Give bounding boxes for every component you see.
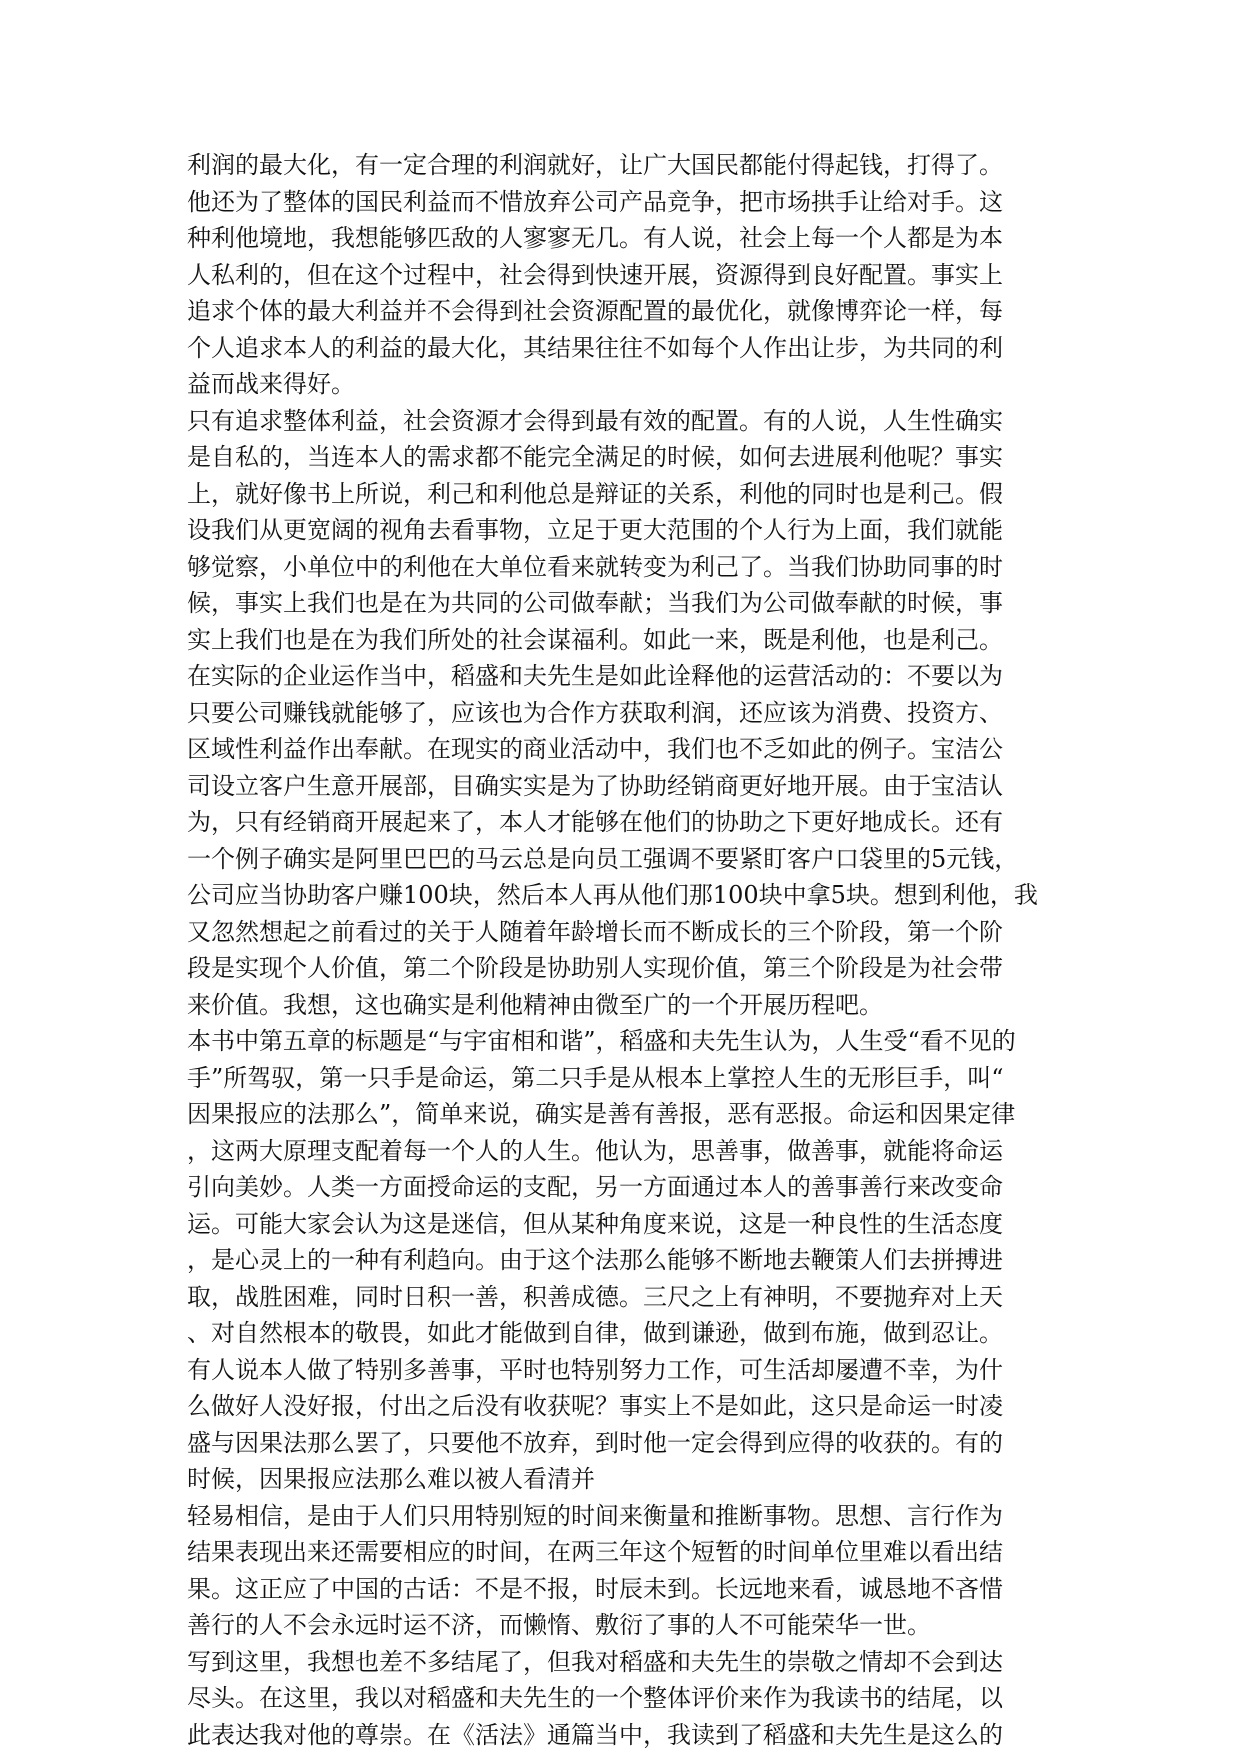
text-line: 因果报应的法那么”，简单来说，确实是善有善报，恶有恶报。命运和因果定律 (187, 1100, 1016, 1128)
text-line: 又忽然想起之前看过的关于人随着年龄增长而不断成长的三个阶段，第一个阶 (187, 917, 1003, 946)
text-line: 设我们从更宽阔的视角去看事物，立足于更大范围的个人行为上面，我们就能 (187, 516, 1003, 544)
text-line: 上，就好像书上所说，利己和利他总是辩证的关系，利他的同时也是利己。假 (187, 479, 1003, 508)
text-line: 时候，因果报应法那么难以被人看清并 (187, 1465, 595, 1493)
text-line: 尽头。在这里，我以对稻盛和夫先生的一个整体评价来作为我读书的结尾，以 (187, 1684, 1003, 1712)
text-line: 为，只有经销商开展起来了，本人才能够在他们的协助之下更好地成长。还有 (187, 808, 1003, 836)
text-line: 只要公司赚钱就能够了，应该也为合作方获取利润，还应该为消费、投资方、 (187, 698, 1003, 727)
text-line: ，这两大原理支配着每一个人的人生。他认为，思善事，做善事，就能将命运 (187, 1136, 1003, 1165)
text-line: 个人追求本人的利益的最大化，其结果往往不如每个人作出让步，为共同的利 (187, 333, 1003, 362)
text-line: 结果表现出来还需要相应的时间，在两三年这个短暂的时间单位里难以看出结 (187, 1538, 1003, 1566)
text-line: 够觉察，小单位中的利他在大单位看来就转变为利己了。当我们协助同事的时 (187, 552, 1003, 581)
text-line: 司设立客户生意开展部，目确实实是为了协助经销商更好地开展。由于宝洁认 (187, 771, 1003, 800)
text-line: 盛与因果法那么罢了，只要他不放弃，到时他一定会得到应得的收获的。有的 (187, 1428, 1003, 1457)
text-line: 在实际的企业运作当中，稻盛和夫先生是如此诠释他的运营活动的：不要以为 (187, 662, 1003, 690)
text-line: 此表达我对他的尊崇。在《活法》通篇当中，我读到了稻盛和夫先生是这么的 (187, 1720, 1003, 1749)
text-line: ，是心灵上的一种有利趋向。由于这个法那么能够不断地去鞭策人们去拼搏进 (187, 1246, 1003, 1274)
text-line: 区域性利益作出奉献。在现实的商业活动中，我们也不乏如此的例子。宝洁公 (187, 735, 1003, 763)
text-line: 写到这里，我想也差不多结尾了，但我对稻盛和夫先生的崇敬之情却不会到达 (187, 1647, 1003, 1676)
text-line: 本书中第五章的标题是“与宇宙相和谐”，稻盛和夫先生认为，人生受“看不见的 (187, 1027, 1016, 1055)
text-line: 果。这正应了中国的古话：不是不报，时辰未到。长远地来看，诚恳地不吝惜 (187, 1574, 1003, 1603)
text-line: 益而战来得好。 (187, 370, 355, 398)
text-line: 有人说本人做了特别多善事，平时也特别努力工作，可生活却屡遭不幸，为什 (187, 1355, 1003, 1384)
text-line: 来价值。我想，这也确实是利他精神由微至广的一个开展历程吧。 (187, 990, 883, 1019)
text-line: 引向美妙。人类一方面授命运的支配，另一方面通过本人的善事善行来改变命 (187, 1173, 1003, 1201)
text-line: 是自私的，当连本人的需求都不能完全满足的时候，如何去进展利他呢？事实 (187, 443, 1003, 471)
text-line: 实上我们也是在为我们所处的社会谋福利。如此一来，既是利他，也是利己。 (187, 625, 1003, 654)
body-text (187, 147, 1067, 1753)
text-line: 段是实现个人价值，第二个阶段是协助别人实现价值，第三个阶段是为社会带 (187, 954, 1003, 982)
text-line: 轻易相信，是由于人们只用特别短的时间来衡量和推断事物。思想、言行作为 (187, 1501, 1003, 1530)
text-line: 手”所驾驭，第一只手是命运，第二只手是从根本上掌控人生的无形巨手，叫“ (187, 1063, 1004, 1092)
text-line: 追求个体的最大利益并不会得到社会资源配置的最优化，就像博弈论一样，每 (187, 297, 1003, 325)
text-line: 只有追求整体利益，社会资源才会得到最有效的配置。有的人说，人生性确实 (187, 406, 1003, 435)
text-line: 候，事实上我们也是在为共同的公司做奉献；当我们为公司做奉献的时候，事 (187, 589, 1003, 617)
text-line: 一个例子确实是阿里巴巴的马云总是向员工强调不要紧盯客户口袋里的5元钱， (187, 844, 1019, 873)
text-line: 、对自然根本的敬畏，如此才能做到自律，做到谦逊，做到布施，做到忍让。 (187, 1319, 1003, 1347)
text-line: 利润的最大化，有一定合理的利润就好，让广大国民都能付得起钱，打得了。 (187, 151, 1003, 179)
text-line: 人私利的，但在这个过程中，社会得到快速开展，资源得到良好配置。事实上 (187, 260, 1003, 289)
text-line: 公司应当协助客户赚100块，然后本人再从他们那100块中拿5块。想到利他，我 (187, 881, 1038, 909)
text-line: 善行的人不会永远时运不济，而懒惰、敷衍了事的人不可能荣华一世。 (187, 1611, 931, 1639)
text-line: 取，战胜困难，同时日积一善，积善成德。三尺之上有神明，不要抛弃对上天 (187, 1282, 1003, 1311)
text-line: 他还为了整体的国民利益而不惜放弃公司产品竞争，把市场拱手让给对手。这 (187, 187, 1003, 216)
text-line: 运。可能大家会认为这是迷信，但从某种角度来说，这是一种良性的生活态度 (187, 1209, 1003, 1238)
text-line: 种利他境地，我想能够匹敌的人寥寥无几。有人说，社会上每一个人都是为本 (187, 224, 1003, 252)
text-line: 么做好人没好报，付出之后没有收获呢？事实上不是如此，这只是命运一时凌 (187, 1392, 1003, 1420)
